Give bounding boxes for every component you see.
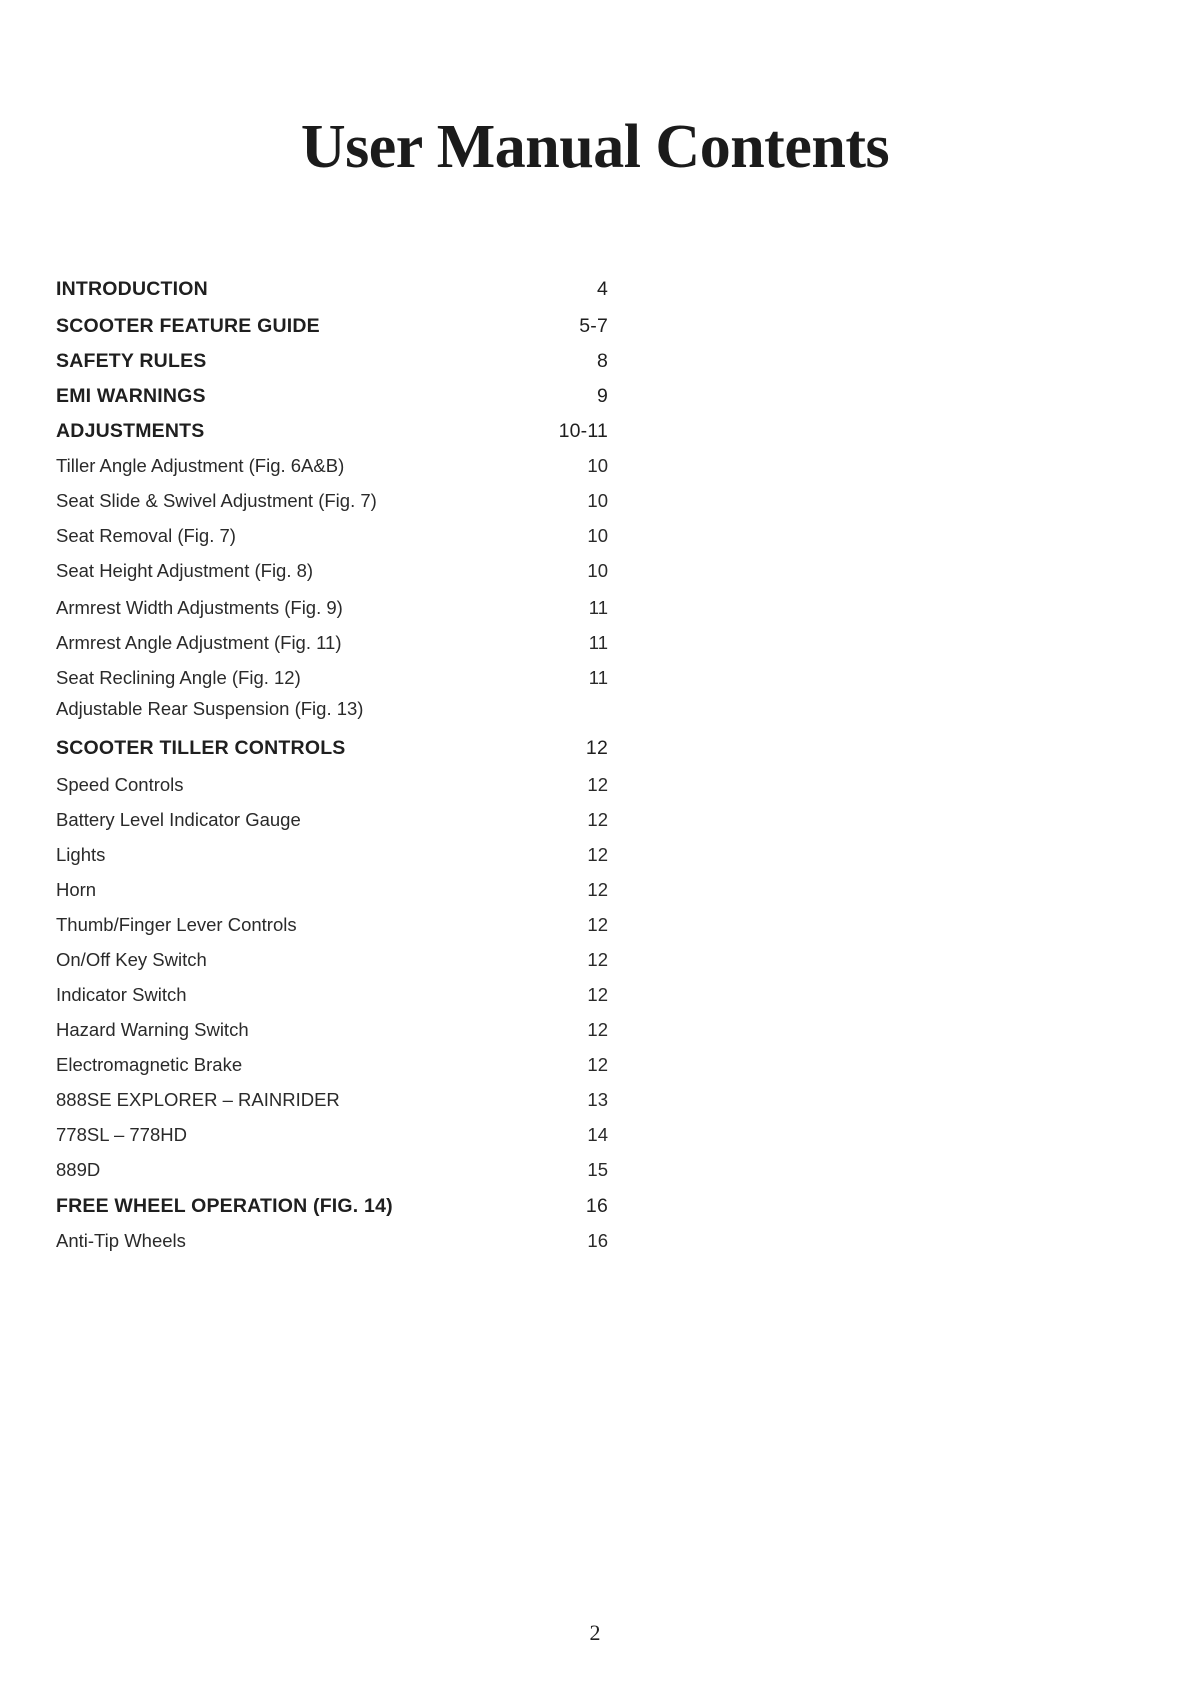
toc-entry-page: 10 [587, 490, 608, 511]
toc-entry [56, 879, 608, 909]
toc-entry-page: 12 [587, 774, 608, 795]
toc-entry-label: ADJUSTMENTS [56, 420, 205, 442]
toc-entry-label: Seat Slide & Swivel Adjustment (Fig. 7) [56, 490, 377, 511]
toc-entry-page: 10 [587, 525, 608, 546]
toc-entry-page: 8 [596, 350, 608, 372]
toc-entry-page: 15 [587, 1159, 608, 1180]
toc-section-heading [56, 278, 608, 308]
toc-section-heading [56, 315, 608, 345]
toc-entry-page: 5-7 [579, 315, 608, 337]
toc-entry-page: 11 [588, 597, 608, 618]
toc-entry [56, 698, 608, 728]
toc-section-heading [56, 385, 608, 415]
toc-entry [56, 560, 608, 590]
toc-entry-label: 888SE EXPLORER – RAINRIDER [56, 1089, 340, 1110]
toc-entry-page: 12 [587, 844, 608, 865]
toc-entry-label: Speed Controls [56, 774, 184, 795]
toc-section-heading [56, 737, 608, 767]
toc-entry [56, 1159, 608, 1189]
toc-entry-label: SCOOTER TILLER CONTROLS [56, 737, 346, 759]
toc-entry [56, 949, 608, 979]
toc-entry [56, 490, 608, 520]
toc-entry-label: Seat Height Adjustment (Fig. 8) [56, 560, 314, 581]
toc-entry-page: 12 [587, 1054, 608, 1075]
toc-entry-label: Indicator Switch [56, 984, 187, 1005]
toc-entry [56, 1054, 608, 1084]
toc-entry-label: SCOOTER FEATURE GUIDE [56, 315, 320, 337]
toc-entry [56, 525, 608, 555]
toc-entry [56, 1230, 608, 1260]
page-number: 2 [589, 1620, 601, 1645]
toc-entry-label: INTRODUCTION [56, 278, 208, 300]
toc-entry-label: SAFETY RULES [56, 350, 207, 372]
toc-section-heading [56, 1195, 608, 1225]
toc-entry [56, 597, 608, 627]
toc-entry-page: 14 [587, 1124, 608, 1145]
toc-entry-page: 11 [588, 667, 608, 688]
toc-entry-page: 12 [587, 984, 608, 1005]
toc-entry-page: 13 [587, 1089, 608, 1110]
toc-entry-page: 12 [587, 879, 608, 900]
toc-entry [56, 1019, 608, 1049]
toc-section-heading [56, 420, 608, 450]
toc-entry-label: Horn [56, 879, 97, 900]
toc-entry-page: 12 [587, 949, 608, 970]
toc-entry-label: 889D [56, 1159, 101, 1180]
toc-entry-page: 10 [587, 455, 608, 476]
toc-entry [56, 632, 608, 662]
toc-entry-page: 16 [585, 1195, 608, 1217]
toc-entry-label: Anti-Tip Wheels [56, 1230, 186, 1251]
toc-entry-page: 9 [596, 385, 608, 407]
toc-entry-page: 12 [587, 809, 608, 830]
toc-entry-label: Hazard Warning Switch [56, 1019, 249, 1040]
toc-entry-label: Seat Reclining Angle (Fig. 12) [56, 667, 301, 688]
toc-entry-label: Electromagnetic Brake [56, 1054, 243, 1075]
toc-entry [56, 1089, 608, 1119]
toc-entry-label: Seat Removal (Fig. 7) [56, 525, 236, 546]
toc-entry-label: Lights [56, 844, 106, 865]
toc-entry-label: Thumb/Finger Lever Controls [56, 914, 297, 935]
toc-entry [56, 984, 608, 1014]
toc-entry [56, 455, 608, 485]
toc-section-heading [56, 350, 608, 380]
toc-entry-page: 12 [585, 737, 608, 759]
page-title: User Manual Contents [300, 113, 890, 181]
toc-entry-label: Adjustable Rear Suspension (Fig. 13) [56, 698, 364, 719]
toc-entry-page: 16 [587, 1230, 608, 1251]
toc-entry [56, 1124, 608, 1154]
toc-entry-label: Armrest Width Adjustments (Fig. 9) [56, 597, 343, 618]
toc-entry-label: On/Off Key Switch [56, 949, 207, 970]
toc-entry-page: 4 [596, 278, 608, 300]
toc-entry-page: 10 [587, 560, 608, 581]
toc-entry-page: 10-11 [558, 420, 608, 442]
toc-entry-label: 778SL – 778HD [56, 1124, 187, 1145]
toc-entry [56, 844, 608, 874]
toc-entry-label: Armrest Angle Adjustment (Fig. 11) [56, 632, 342, 653]
toc-entry-page: 12 [587, 914, 608, 935]
toc-entry-page: 11 [588, 632, 608, 653]
toc-entry-page: 12 [587, 1019, 608, 1040]
toc-entry [56, 809, 608, 839]
toc-entry-label: Tiller Angle Adjustment (Fig. 6A&B) [56, 455, 345, 476]
toc-entry [56, 914, 608, 944]
toc-entry-label: Battery Level Indicator Gauge [56, 809, 301, 830]
toc-entry-label: FREE WHEEL OPERATION (FIG. 14) [56, 1195, 393, 1217]
toc-entry [56, 667, 608, 697]
toc-entry-label: EMI WARNINGS [56, 385, 206, 407]
toc-entry [56, 774, 608, 804]
